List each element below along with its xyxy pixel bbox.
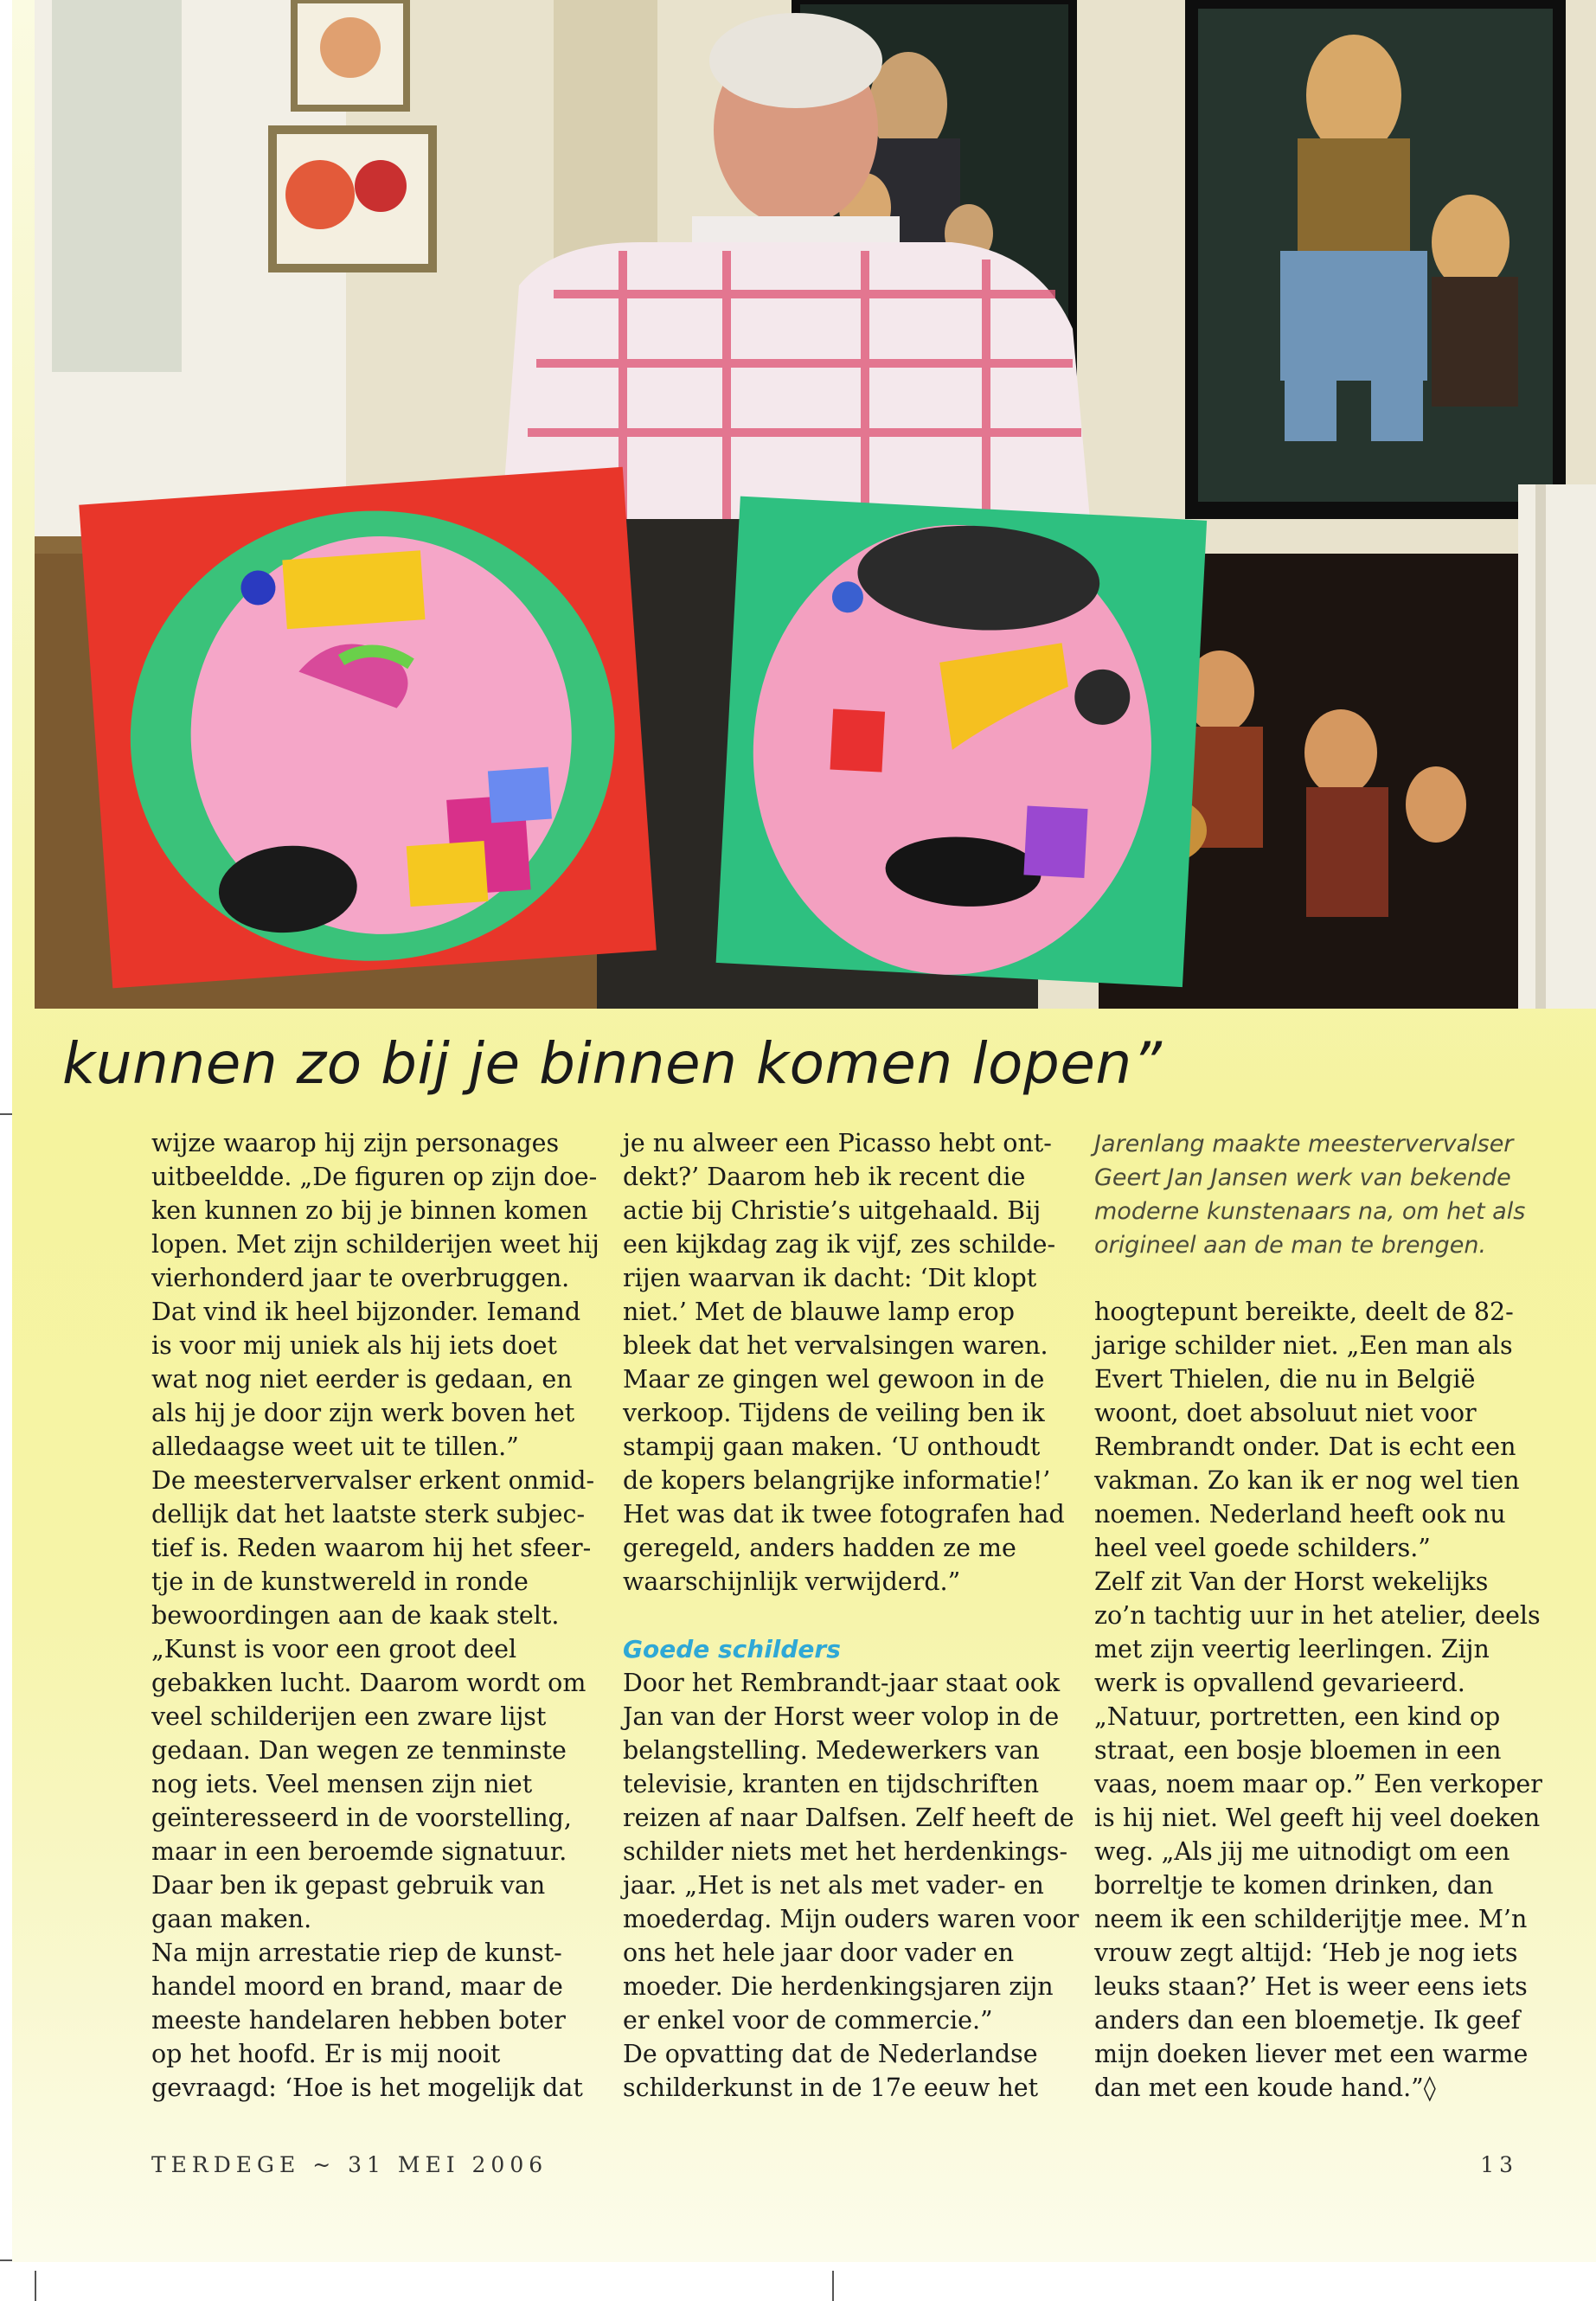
text-line: schilder niets met het herdenkings-	[623, 1837, 1068, 1866]
text-line: bewoordingen aan de kaak stelt.	[151, 1601, 560, 1630]
text-line: woont, doet absoluut niet voor	[1094, 1399, 1477, 1427]
crop-mark	[0, 1113, 12, 1115]
intro-caption	[1094, 1127, 1544, 1262]
footer-page-number: 13	[1480, 2152, 1518, 2177]
text-line: verkoop. Tijdens de veiling ben ik	[623, 1399, 1045, 1427]
intro-line: origineel aan de man te brengen.	[1094, 1232, 1487, 1259]
article-photo	[35, 0, 1596, 1009]
text-line: veel schilderijen een zware lijst	[151, 1702, 547, 1731]
text-line: als hij je door zijn werk boven het	[151, 1399, 575, 1427]
text-line: schilderkunst in de 17e eeuw het	[623, 2073, 1039, 2102]
photo-illustration	[35, 0, 1596, 1009]
text-line: straat, een bosje bloemen in een	[1094, 1736, 1502, 1765]
text-line: belangstelling. Medewerkers van	[623, 1736, 1040, 1765]
text-line: jarige schilder niet. „Een man als	[1094, 1331, 1513, 1360]
section-subheading: Goede schilders	[623, 1635, 841, 1663]
text-line: vierhonderd jaar te overbruggen.	[151, 1264, 570, 1292]
intro-line: Geert Jan Jansen werk van bekende	[1094, 1164, 1511, 1191]
text-line: neem ik een schilderijtje mee. M’n	[1094, 1905, 1528, 1933]
intro-line: moderne kunstenaars na, om het als	[1094, 1198, 1526, 1225]
text-line: dellijk dat het laatste sterk subjec-	[151, 1500, 586, 1529]
text-line: werk is opvallend gevarieerd.	[1094, 1669, 1465, 1697]
text-line: Rembrandt onder. Dat is echt een	[1094, 1433, 1516, 1461]
text-line: nog iets. Veel mensen zijn niet	[151, 1770, 533, 1798]
crop-mark	[35, 2271, 36, 2301]
text-line: Door het Rembrandt-jaar staat ook	[623, 1669, 1061, 1697]
text-line: wat nog niet eerder is gedaan, en	[151, 1365, 573, 1394]
text-line: borreltje te komen drinken, dan	[1094, 1871, 1494, 1900]
text-line: bleek dat het vervalsingen waren.	[623, 1331, 1048, 1360]
footer-publication: TERDEGE ~ 31 MEI 2006	[151, 2152, 548, 2177]
text-line: vrouw zegt altijd: ‘Heb je nog iets	[1094, 1939, 1518, 1967]
text-line: vaas, noem maar op.” Een verkoper	[1094, 1770, 1542, 1798]
text-line: „Kunst is voor een groot deel	[151, 1635, 517, 1663]
text-line: mijn doeken liever met een warme	[1094, 2040, 1529, 2068]
text-line: Daar ben ik gepast gebruik van	[151, 1871, 546, 1900]
text-line: weg. „Als jij me uitnodigt om een	[1094, 1837, 1510, 1866]
text-line: meeste handelaren hebben boter	[151, 2006, 566, 2035]
text-line: ken kunnen zo bij je binnen komen	[151, 1196, 588, 1225]
text-line: vakman. Zo kan ik er nog wel tien	[1094, 1466, 1520, 1495]
body-column-3	[1094, 1295, 1542, 2105]
text-line: heel veel goede schilders.”	[1094, 1534, 1431, 1562]
text-line: gaan maken.	[151, 1905, 312, 1933]
text-line: zo’n tachtig uur in het atelier, deels	[1094, 1601, 1541, 1630]
text-line: reizen af naar Dalfsen. Zelf heeft de	[623, 1804, 1074, 1832]
text-line: Het was dat ik twee fotografen had	[623, 1500, 1065, 1529]
text-line: je nu alweer een Picasso hebt ont-	[623, 1129, 1052, 1157]
text-line: „Natuur, portretten, een kind op	[1094, 1702, 1501, 1731]
text-line: De meestervervalser erkent onmid-	[151, 1466, 595, 1495]
text-line: ons het hele jaar door vader en	[623, 1939, 1015, 1967]
text-line: maar in een beroemde signatuur.	[151, 1837, 567, 1866]
text-line: actie bij Christie’s uitgehaald. Bij	[623, 1196, 1042, 1225]
text-line: Jan van der Horst weer volop in de	[623, 1702, 1060, 1731]
crop-mark	[832, 2271, 834, 2301]
text-line: De opvatting dat de Nederlandse	[623, 2040, 1038, 2068]
text-line: tief is. Reden waarom hij het sfeer-	[151, 1534, 592, 1562]
headline: kunnen zo bij je binnen komen lopen”	[62, 1030, 1163, 1097]
text-line: handel moord en brand, maar de	[151, 1972, 563, 2001]
text-line: Dat vind ik heel bijzonder. Iemand	[151, 1298, 581, 1326]
text-line: leuks staan?’ Het is weer eens iets	[1094, 1972, 1528, 2001]
text-line: waarschijnlijk verwijderd.”	[623, 1567, 961, 1596]
text-line: een kijkdag zag ik vijf, zes schilde-	[623, 1230, 1056, 1259]
text-line: anders dan een bloemetje. Ik geef	[1094, 2006, 1521, 2035]
text-line: hoogtepunt bereikte, deelt de 82-	[1094, 1298, 1514, 1326]
text-line: is hij niet. Wel geeft hij veel doeken	[1094, 1804, 1541, 1832]
text-line: lopen. Met zijn schilderijen weet hij	[151, 1230, 599, 1259]
text-line: er enkel voor de commercie.”	[623, 2006, 993, 2035]
text-line: gedaan. Dan wegen ze tenminste	[151, 1736, 567, 1765]
text-line: met zijn veertig leerlingen. Zijn	[1094, 1635, 1490, 1663]
text-line: rijen waarvan ik dacht: ‘Dit klopt	[623, 1264, 1037, 1292]
text-line: wijze waarop hij zijn personages	[151, 1129, 560, 1157]
text-line: dekt?’ Daarom heb ik recent die	[623, 1163, 1026, 1191]
text-line: noemen. Nederland heeft ook nu	[1094, 1500, 1506, 1529]
body-column-1	[151, 1126, 599, 2105]
text-line: Na mijn arrestatie riep de kunst-	[151, 1939, 562, 1967]
body-column-2	[623, 1126, 1080, 2105]
text-line: is voor mij uniek als hij iets doet	[151, 1331, 557, 1360]
intro-line: Jarenlang maakte meestervervalser	[1094, 1131, 1514, 1157]
text-line: gebakken lucht. Daarom wordt om	[151, 1669, 586, 1697]
text-line: geïnteresseerd in de voorstelling,	[151, 1804, 572, 1832]
text-line: Zelf zit Van der Horst wekelijks	[1094, 1567, 1489, 1596]
text-line: niet.’ Met de blauwe lamp erop	[623, 1298, 1016, 1326]
text-line: Maar ze gingen wel gewoon in de	[623, 1365, 1045, 1394]
text-line: uitbeeldde. „De figuren op zijn doe-	[151, 1163, 598, 1191]
text-line: dan met een koude hand.”◊	[1094, 2073, 1436, 2102]
text-line: moederdag. Mijn ouders waren voor	[623, 1905, 1080, 1933]
text-line: televisie, kranten en tijdschriften	[623, 1770, 1040, 1798]
text-line: stampij gaan maken. ‘U onthoudt	[623, 1433, 1041, 1461]
text-line: Evert Thielen, die nu in België	[1094, 1365, 1476, 1394]
text-line: jaar. „Het is net als met vader- en	[623, 1871, 1044, 1900]
text-line: tje in de kunstwereld in ronde	[151, 1567, 529, 1596]
text-line: geregeld, anders hadden ze me	[623, 1534, 1016, 1562]
text-line: moeder. Die herdenkingsjaren zijn	[623, 1972, 1054, 2001]
text-line: op het hoofd. Er is mij nooit	[151, 2040, 501, 2068]
crop-mark	[0, 2259, 12, 2261]
text-line: gevraagd: ‘Hoe is het mogelijk dat	[151, 2073, 583, 2102]
text-line: de kopers belangrijke informatie!’	[623, 1466, 1051, 1495]
text-line: alledaagse weet uit te tillen.”	[151, 1433, 519, 1461]
